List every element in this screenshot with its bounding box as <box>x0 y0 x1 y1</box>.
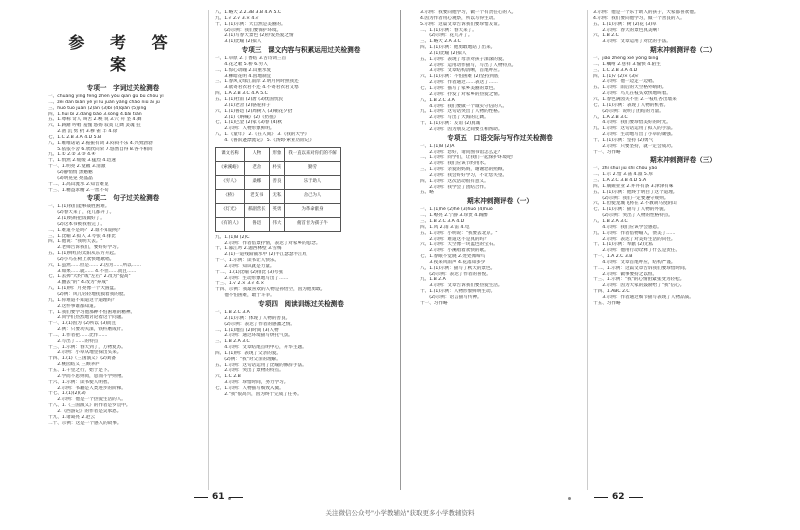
answer-line: 六、1.但使龙城飞将在 2.不教胡马度阴山 <box>593 201 677 207</box>
answer-line: 十、1.暮江吟 2.题西林壁 3.雪梅 <box>215 246 282 252</box>
answer-line: (2)示例：语言描写传神。 <box>420 294 482 300</box>
column-1 <box>48 10 198 488</box>
answer-line: 二、1.(1)示例：春天来了。 <box>420 27 477 33</box>
answer-line: 3.如果……就…… 4.不但……而且…… <box>48 268 137 274</box>
answer-line: 五、略 <box>420 190 434 196</box>
table-cell: 《桥》 <box>216 189 245 203</box>
answer-line: (2)示例：我们要保护环境。 <box>215 27 282 33</box>
answer-line: 三、1.B 2.A 3.C <box>215 339 250 345</box>
answer-line: 2.示例：难道这不是真的吗？ <box>420 236 489 242</box>
table-cell: 人物 <box>244 147 269 161</box>
table-cell: 俯首甘为孺子牛 <box>285 217 340 231</box>
answer-line: 二、1.惊心动魄 2.山重水复 <box>215 67 272 73</box>
table-cell: 形象 <box>269 147 285 161</box>
answer-line: 十、1.悄然 2.缓缓 3.猛烈 4.迅速 <box>48 158 116 164</box>
answer-line: 5.示例：这篇文章告诉我们要珍惜友谊。 <box>420 21 503 27</box>
table-cell: 《有的人》 <box>216 217 245 231</box>
answer-line: 十三、1.√ 2.× 3.√ 4.× <box>215 281 265 287</box>
answer-line: 七、1.示例：人物描写细致入微。 <box>215 385 284 391</box>
answer-line: 三、1.比喻 2.拟人 3.夸张 4.排比 <box>48 233 116 239</box>
table-cell: 老舍 <box>244 161 269 175</box>
answer-line: 八、1.《童年》 2.《在人间》 3.《我的大学》 <box>215 132 310 138</box>
answer-line: 4.示例：文章结尾点明中心，升华主题。 <box>215 345 307 351</box>
answer-line: 七、1.(1)巴金 (2)家 (3)春 (4)秋 <box>215 120 282 126</box>
answer-line: 五、1.示例：这句话运用了比喻的修辞手法。 <box>215 362 307 368</box>
answer-line: 十一、1.A 2.C 3.B <box>593 254 633 260</box>
answer-line: 十四、1.(1)（三国演义）(2)刘备 <box>48 356 116 362</box>
table-cell: 朴实 <box>269 161 285 175</box>
answer-line: 十二、1.作者把……比作…… <box>48 332 108 338</box>
answer-line: 五、1.(1)鲜红的太阳从东方升起。 <box>48 251 119 257</box>
answer-line: 八、1.(1)例：月亮像一个大圆盘。 <box>48 286 119 292</box>
section-heading: 专项四 阅读训练过关检测卷 <box>258 300 344 308</box>
answer-line: (2)示例：突出了人物的性格特点。 <box>593 213 674 219</box>
table-cell: 善良 <box>269 175 285 189</box>
answer-line: 4.因为作者用心观察，所以写得生动。 <box>420 15 498 21</box>
answer-line: 2.示例：因为朋友之间要互相帮助。 <box>420 126 503 132</box>
answer-line: 四、1.示例：这次活动很有意义。 <box>420 178 489 184</box>
answer-line: 十五、1.千里之行，始于足下。 <box>48 367 113 373</box>
answer-line: 七、1.示例：描写了家乡美丽的景色。 <box>420 85 498 91</box>
section-heading: 专项五 口语交际与写作过关检测卷 <box>447 133 553 142</box>
table-cell: 无私 <box>269 189 285 203</box>
answer-line: 九、1.(1)B (2)C <box>215 234 250 240</box>
answer-line: 2.示例：抒发了对家乡的热爱之情。 <box>420 91 503 97</box>
answer-line: 十一、1.明亮 2.宽敞 3.清澈 <box>48 164 106 170</box>
answer-line: 3.夜来风雨声 4.花落知多少 <box>420 259 486 265</box>
table-cell: 桑娜 <box>244 175 269 189</box>
answer-line: 六、1.春色满园关不住 2.一枝红杏出墙来 <box>593 96 677 102</box>
answer-line: 四、1.(1)例：表现了父亲的爱。 <box>215 350 282 356</box>
answer-line: (2)示例：我们一定要遵守规则。 <box>593 195 669 201</box>
answer-line: (2)小鸟在树上欢快地歌唱。 <box>48 256 115 262</box>
answer-line: 2.这件事谁都知道。 <box>48 303 99 309</box>
answer-line: 五、1.尊称 奇人 叫苦 2.唤 说 3.穴 舟 坚 4.舞 <box>48 117 142 123</box>
table-row <box>216 175 341 189</box>
column-4 <box>593 10 773 488</box>
answer-line: 十、1.(1)示例：大自然是美丽的。 <box>215 21 286 27</box>
answer-line: 八、1.略大 2.2.3B 3.B 4.A 5.C <box>215 10 282 15</box>
table-cell: 课文名称 <box>216 147 245 161</box>
answer-line: 十四、1.ABC 2.C <box>593 289 630 295</box>
answer-line: 3.示例：他是一个乐于助人的孩子，大家都喜欢他。 <box>593 10 699 15</box>
table-cell: 乐于助人 <box>285 175 340 189</box>
answer-line: 四、1.(1)示例：他勇敢地站了出来。 <box>420 45 496 51</box>
answer-line: (2)静悄悄 黑魆魆 <box>48 169 93 175</box>
answer-line: 九、1.B 2.A <box>420 277 446 283</box>
answer-line: 一、1.草原 2.丁香结 3.古诗词三首 <box>215 56 287 62</box>
answer-line: 六、1.B 2.C <box>593 33 619 39</box>
answer-line: 一、1.(1)B (2)A <box>420 143 455 149</box>
answer-line: (2)春天来了，花儿都开了。 <box>48 210 115 216</box>
answer-line: 十、1.(1)示例：友谊 (2)真诚 <box>420 121 481 127</box>
answer-line: 九、1.你难道不知道这个道理吗？ <box>48 297 117 303</box>
table-cell: 《索溪峪》 <box>216 161 245 175</box>
answer-line: 二十、示例：这是一个感人的故事。 <box>48 420 122 426</box>
answer-line: 3.示例：我要向他学习，做一个有责任心的人。 <box>420 10 517 15</box>
answer-line: 二、1.难道不是吗？ 2.谁不知道呢？ <box>48 227 123 233</box>
answer-line: 2.老师告诉我们，要好好学习。 <box>48 245 122 251</box>
answer-line: 2.示例：因为大家的鼓励给了"我"信心。 <box>593 283 685 289</box>
table-cell: 伟大 <box>269 217 285 231</box>
answer-line: 一、1.B 2.C 3.A <box>215 310 250 315</box>
section-heading: 期末冲刺测评卷（一） <box>467 197 533 206</box>
answer-line: 一、chuāng yǐng fēng zhēn yǒu qiān gǔ bù chóu yí <box>48 94 164 99</box>
answer-line: 五、1.(1)示例：他终于明白了这个道理。 <box>593 189 678 195</box>
answer-line: 三、1.春风又绿江南岸 2.明月何时照我还 <box>215 79 299 85</box>
answer-line: 六、1.虽然……但是…… 2.因为……所以…… <box>48 262 141 268</box>
answer-line: 三、1.B 2.C 3.A 4.D <box>420 219 465 224</box>
answer-line: 2.示例：我会好好学习，不让您失望。 <box>420 172 508 178</box>
answer-line: 四、1.A 2.B 3.C 4.A 5.C <box>215 91 268 97</box>
answer-line: 4.示例：文章首尾呼应，结构严谨。 <box>593 259 676 265</box>
table-row <box>216 189 341 203</box>
table-row <box>216 217 341 231</box>
answer-line: 六、1.C 2.B <box>215 374 241 380</box>
answer-line: (2)例："我"对父亲的理解。 <box>215 356 281 362</box>
table-cell: 鲁迅 <box>244 217 269 231</box>
page-title: 参 考 答 案 <box>68 33 178 74</box>
answer-line: 四、1.他说："我明天去。" <box>48 239 103 245</box>
answer-line: 九、1.示例：这句话突出了人物的性格。 <box>420 109 503 115</box>
answer-line: 2.示例：人物形象鲜明。 <box>215 126 275 132</box>
answer-line: 3.示例：珍惜时间，努力学习。 <box>215 380 289 386</box>
answer-line: 2.示例：他用行动诠释了什么是责任。 <box>593 248 681 254</box>
table-cell: 英勇 <box>269 203 285 217</box>
answer-line: 2.示例：我学会了团结合作。 <box>420 184 489 190</box>
answer-line: 2.示例：突出了景物的特点。 <box>215 368 284 374</box>
answer-line: 2.写出了……的特点 <box>48 338 99 344</box>
answer-line: 一、jiǎo zhēng xiè yǒng bīng <box>593 56 659 62</box>
answer-line: 七、1.去掉"大约"或"左右" 2.改为"提高" <box>48 274 131 280</box>
table-cell: 老支书 <box>244 189 269 203</box>
answer-line: 2.示例：我们应该节约用水。 <box>420 161 489 167</box>
answer-line: 十三、1.精益求精 2.一丝不苟 <box>48 187 109 193</box>
answer-line: 十八、1.《三国演义》的作者是罗贯中。 <box>48 403 131 409</box>
answer-line: 2.示例：他一边走一边唱。 <box>593 79 658 85</box>
right-page-number: 62 <box>590 492 647 502</box>
answer-line: 四、1.风 2.雨 3.雷 4.电 <box>420 224 470 230</box>
answer-line: (2)这本书被我看完了。 <box>48 221 106 227</box>
answer-line: 四、1.兢兢业业 2.井井有条 3.津津有味 <box>593 183 674 189</box>
answer-line: 2.示例：鸟儿在枝头欢快地叫着。 <box>593 91 671 97</box>
answer-line: 五、1.示例：表现了母亲对孩子深深的爱。 <box>420 56 508 62</box>
answer-line: 六、1.踌躇 哼唱 羞愧 悠扬 寂寞 辽阔 灵魂 狂 <box>48 123 141 129</box>
answer-line: 3.删去"的" 4.改为"养成" <box>48 280 109 286</box>
section-heading: 专项二 句子过关检测卷 <box>86 194 160 203</box>
table-cell: 为革命献身 <box>285 203 340 217</box>
answer-line: 3.示例：文章结构清晰，首尾呼应。 <box>420 68 503 74</box>
answer-line: 二、1.(1)地点 (2)时间 (3)人物 <box>215 327 279 333</box>
table-cell: 勤劳 <box>285 161 340 175</box>
answer-line: 2.示例：只要坚持，就一定会成功。 <box>593 143 676 149</box>
answer-line: 2.(1)比喻 (2)拟人 <box>420 50 467 56</box>
answer-line: 2.凿 沉 劈 扔 3.穆 雀 丰 4.徐 <box>48 129 118 135</box>
answer-line: 四、1.huì bì 2.dāng bǎo 3.sòng 4.bǎi tián <box>48 111 142 117</box>
answer-line: 十一、习作略 <box>420 300 448 306</box>
answer-line: 3.示例：文章告诉我们要热爱生活。 <box>420 283 503 289</box>
answer-line: 七、1.C 2.B 3.A 4.D 5.B <box>48 134 102 140</box>
answer-line: 三、1.示例：亲爱的妈妈，谢谢您的照顾。 <box>420 167 508 173</box>
answer-line: 2.示例：您好，请问图书馆怎么走？ <box>420 149 503 155</box>
answer-line: 4.《鲁滨逊漂流记》 5.《汤姆·索亚历险记》 <box>215 137 314 143</box>
answer-line: 2.(1)《呐喊》(2)《彷徨》 <box>215 114 279 120</box>
answer-line: 十四、示例：我最喜欢的人物是孙悟空，因为他勇敢。 <box>215 287 326 293</box>
column-divider <box>208 10 209 490</box>
table-cell: 我一直以来对你们的不解 <box>285 147 340 161</box>
answer-line: 三、1.A 2.C 3.B 4.D 5.A <box>593 178 647 184</box>
answer-line: 九、1.示例：这句话运用了拟人的手法。 <box>593 126 676 132</box>
section-heading: 专项一 字词过关检测卷 <box>86 84 160 92</box>
table-row <box>216 203 341 217</box>
answer-line: 5.依依不舍 6.欣欣向荣 7.悠然自得 8.各不相同 <box>48 146 153 152</box>
answer-line: 4.示例：我们要做一个诚实守信的人。 <box>420 103 508 109</box>
answer-line: 五、1.示例：雨后的天空格外晴朗。 <box>593 85 667 91</box>
answer-line: (3)明晃晃 亮晶晶 <box>48 175 93 181</box>
answer-line: 十二、1.示例：这篇文章告诉我们要珍惜时间。 <box>593 265 690 271</box>
answer-line: 六、1.(1)鲁迅 (2)周树人 (3)朝花夕拾 <box>215 108 293 114</box>
answer-line: 3.柳暗花明 4.因地制宜 <box>215 73 272 79</box>
answer-line: 三、1.略大 2.A 3.C <box>420 39 461 45</box>
footer-note: 关注微信公众号"小学教辅站"获取更多小学教辅资料 <box>325 509 475 517</box>
answer-line: 二、1.示例：同学们，让我们一起保护环境吧！ <box>420 155 517 161</box>
table-cell: 《穷人》 <box>216 175 245 189</box>
answer-line: 2.示例：作者借景抒情，表达了对家乡的思念。 <box>215 240 321 246</box>
answer-line: 2.(1)老舍 (2)骆驼祥子 <box>215 102 271 108</box>
table-row <box>216 147 341 161</box>
answer-line: 九、1.√ 2.√ 3.× 4.√ <box>215 15 259 21</box>
answer-line: 一、1.(1)我们能够战胜困难。 <box>48 204 110 210</box>
answer-line: 2.示例：写出了大海的辽阔。 <box>420 115 489 121</box>
answer-line: 十六、1.示例：读书使人明智。 <box>48 379 113 385</box>
answer-line: (2)示例：表达了作者的感激之情。 <box>215 321 296 327</box>
answer-line: 2.(1)写春天景色 (2)抒发热爱之情 <box>215 33 294 39</box>
answer-line: 一、1.(1)hé (2)hè (3)huó (4)huò <box>420 207 493 213</box>
answer-line: (2)示例：表达了作者的喜悦。 <box>420 271 491 277</box>
answer-line: 2.示例：生动地写出了小草的顽强。 <box>593 132 676 138</box>
answer-line: 4.花之歌 5.桥 6.穷人 <box>215 61 268 67</box>
answer-line: 2.同学们热烈地讨论着这个问题。 <box>48 315 126 321</box>
answer-line: 十五、习作略 <box>593 300 621 306</box>
answer-line: 十二、1.高山流水 2.知音难觅 <box>48 181 109 187</box>
answer-line: 八、1.B 2.A 3.C <box>593 219 628 224</box>
answer-line: 2.(1)妈妈把饭做好了。 <box>48 216 105 222</box>
table-cell: 舍己为人 <box>285 189 340 203</box>
answer-line: 3.示例：文章运用了对比的手法。 <box>593 39 671 45</box>
answer-line: 三、huò tuō juān (2)ān (3)bì (4)qiǎn (5)jǐng <box>48 105 147 111</box>
answer-line: 2.示例：做事要持之以恒。 <box>593 271 658 277</box>
character-table <box>215 147 341 232</box>
answer-line: 九、1.① 2.② 3.③ 4.④ <box>48 152 96 158</box>
answer-line: 二、1.嘹亮 2.宁静 3.珍贵 4.陶醉 <box>420 213 488 219</box>
answer-line: 2.(1)一道残阳铺水中 (2)半江瑟瑟半江红 <box>215 252 308 258</box>
answer-line: 2."我"很高兴，因为终于完成了任务。 <box>215 391 302 397</box>
page-gutter <box>400 10 401 490</box>
answer-line: 十、1.我们要学习他那种不怕困难的精神。 <box>48 309 136 315</box>
answer-line: 八、1.A 2.B 3.C <box>593 114 628 120</box>
answer-line: 六、1.(1)示例：不怕困难 (2)坚持到底 <box>420 74 499 80</box>
answer-line: 十、1.(1)示例：坚持 (2)勇气 <box>593 137 654 143</box>
column-2 <box>215 10 387 488</box>
answer-line: 二、1.示 2.惜 3.荡 4.溢 5.厚 <box>593 172 653 178</box>
answer-line: (2)示例：说明了团结的力量。 <box>593 108 664 114</box>
answer-line: 十、1.(1)示例：人物形象鲜明生动。 <box>420 289 496 295</box>
answer-line: 七、1.(1)示例：表现了人物的机智。 <box>593 102 669 108</box>
table-row <box>216 161 341 175</box>
answer-line: 十七、1.(1)(2)(3) <box>48 391 86 397</box>
answer-line: 五、1.示例：小明说："我要去北京。" <box>420 230 498 236</box>
answer-line: 2.示例：知识就是力量。 <box>215 263 275 269</box>
answer-line: 4.示例：我们应该学会感恩。 <box>593 224 662 230</box>
answer-line: 2.(1)示例：体现了人物的善良。 <box>215 315 291 321</box>
answer-line: 2.示例：小溪唱着欢快的歌。 <box>420 248 489 254</box>
answer-line: 三、1.C 2.B 3.A 4.D <box>593 67 638 73</box>
answer-line: 十一、1.(1)因为 (2)所以 (3)而且 <box>48 321 117 327</box>
table-cell: 《灯光》 <box>216 203 245 217</box>
answer-line: 九、1.示例：作者借物喻人，赞美了…… <box>593 230 676 236</box>
answer-line: 一、zhì shuǐ jiù shì chóu yǎo <box>593 166 658 172</box>
answer-line: 2.示例：书籍是人类进步的阶梯。 <box>48 385 126 391</box>
answer-line: 3.(1)比喻 (2)拟人 <box>215 39 262 45</box>
answer-line: 十、1.(1)示例：奉献 (2)无私 <box>593 242 654 248</box>
answer-line: 八、1.唯唯诺诺 2.振振有词 3.闷闷不乐 4.兴致勃勃 <box>48 140 153 146</box>
answer-line: 八、1.(1)示例：描写了秋天的景色。 <box>420 265 496 271</box>
section-heading: 期末冲刺测评卷（二） <box>650 46 716 55</box>
binding-dot <box>568 497 571 500</box>
answer-line: 二、1.嘱咐 2.慈祥 3.愉快 4.陌生 <box>593 61 661 67</box>
answer-line: 十一、1.示例：读书让人快乐。 <box>215 258 280 264</box>
answer-line: 六、1.示例：天空像一块蓝色的宝石。 <box>420 242 498 248</box>
answer-line: 十二、1.(1)比喻 (2)排比 (3)夸张 <box>215 269 284 275</box>
answer-line: 十一、习作略 <box>593 149 621 155</box>
table-cell: 郝副营长 <box>244 203 269 217</box>
answer-line: 十三、1.示例："我"的心情由紧张变为轻松。 <box>593 277 685 283</box>
answer-line: 2.示例：他是一个热爱生活的人。 <box>48 397 126 403</box>
section-heading: 期末冲刺测评卷（三） <box>650 156 716 165</box>
answer-line: 十三、1.示例：春天到了，万物复苏。 <box>48 344 126 350</box>
answer-line: 2.示例：生动形象地写出了…… <box>215 275 289 281</box>
answer-line: 十九、1.诸葛亮 2.赵云 <box>48 414 95 420</box>
answer-line: 2.例：只要功夫深，铁杵磨成针。 <box>48 327 126 333</box>
answer-line: 2.示例：运用动作描写，写出了人物特点。 <box>420 62 517 68</box>
column-3 <box>420 10 580 488</box>
answer-line: 二、zéi dān biàn yě yì lǚ juàn yáng cháo niǔ ài jù <box>48 99 160 105</box>
answer-line: 2.示例：作者通过……表达了…… <box>420 80 498 86</box>
answer-line: 2.学而不思则罔，思而不学则殆。 <box>48 373 126 379</box>
answer-line: 2.示例：通过环境描写烘托气氛。 <box>215 333 293 339</box>
answer-line: 2.示例：表达了对美好生活的向往。 <box>593 236 676 242</box>
answer-line: 4.示例：我们要向他学习，做一个善良的人。 <box>593 15 685 21</box>
answer-line: 2.示例：小草从地里探出头来。 <box>48 350 122 356</box>
answer-line: 3.欲寄君衣君不还 4.不寄君衣君又寒 <box>215 85 299 91</box>
answer-line: 2.示例：春天的景色真美啊！ <box>593 27 662 33</box>
answer-line: 七、1.春眠不觉晓 2.处处闻啼鸟 <box>420 254 486 260</box>
answer-line: 四、1.(1)√ (2)× (3)√ <box>593 73 639 79</box>
answer-line: 4.示例：我们要珍惜美好的时光。 <box>593 120 671 126</box>
answer-line: 2.《西游记》的作者是吴承恩。 <box>48 408 122 414</box>
answer-line: 八、1.B 2.C 3.A <box>420 97 455 103</box>
answer-line: 3.示例：作者通过细节描写表现了人物品质。 <box>593 294 694 300</box>
left-page-number: 61 <box>190 492 247 502</box>
answer-line: 他不怕困难，敢于斗争。 <box>215 293 275 299</box>
answer-line: 五、1.(1)杜甫 (2)唐 (3)忧国忧民 <box>215 96 284 102</box>
column-divider <box>587 10 588 490</box>
answer-line: 七、1.(1)示例：描写了人物的外貌。 <box>593 207 669 213</box>
answer-line: (2)示例：花儿开了。 <box>420 33 473 39</box>
answer-line: (2)例：风儿轻轻地抚摸着我的脸。 <box>48 292 129 297</box>
section-heading: 专项三 课文内容与积累运用过关检测卷 <box>241 46 361 55</box>
answer-line: 2.桃园结义 三顾茅庐 <box>48 362 100 368</box>
answer-line: 五、1.(1)示例：树 (2)花 (3)草 <box>593 21 657 27</box>
